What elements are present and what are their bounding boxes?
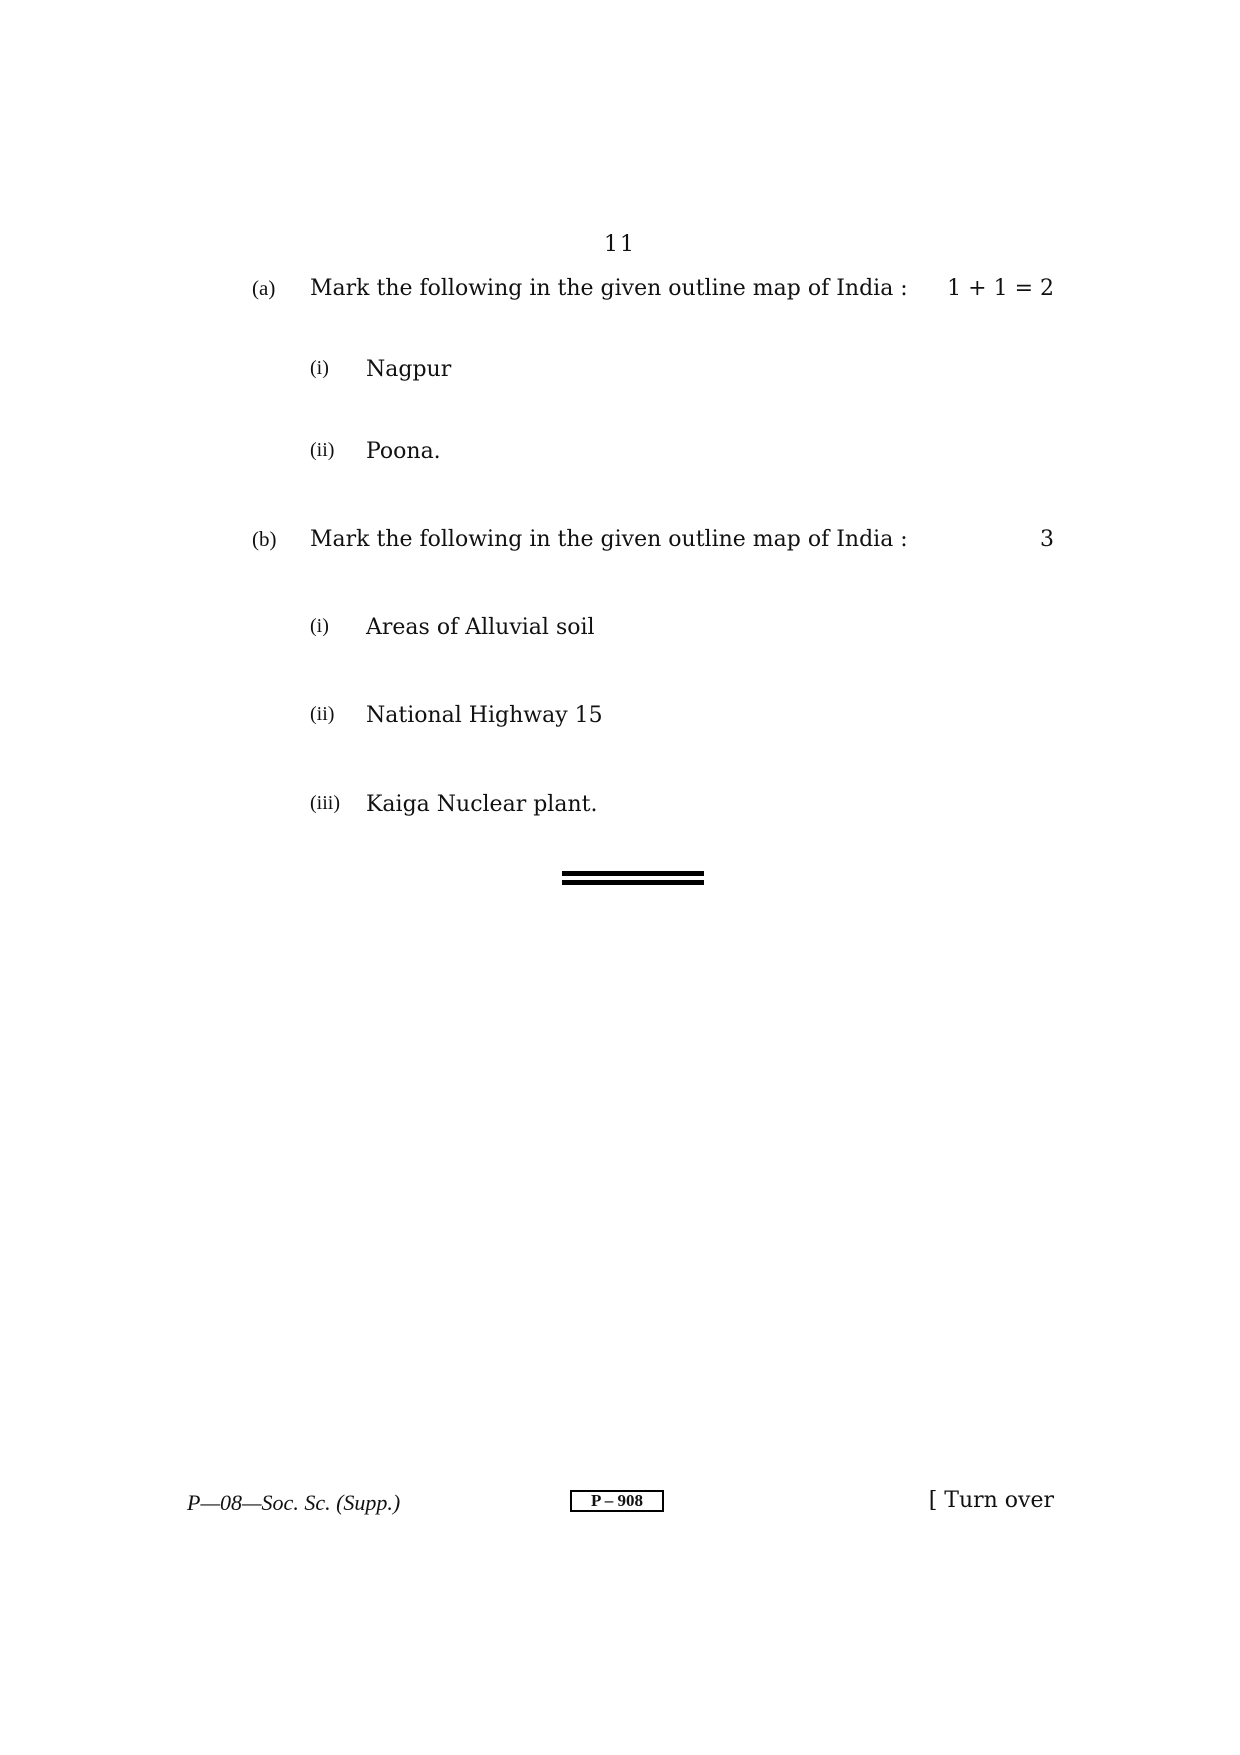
question-label: (a): [252, 276, 276, 300]
question-marks: 1 + 1 = 2: [947, 276, 1054, 301]
rule-line: [562, 880, 704, 885]
sub-item-label: (ii): [310, 703, 335, 725]
paper-code-box: P – 908: [570, 1490, 664, 1512]
sub-item-label: (ii): [310, 439, 335, 461]
question-label: (b): [252, 527, 277, 551]
sub-item-text: Nagpur: [366, 357, 452, 382]
page-number: 11: [604, 232, 636, 257]
sub-item-text: Poona.: [366, 439, 441, 464]
question-marks: 3: [1040, 527, 1054, 552]
sub-item-text: National Highway 15: [366, 703, 603, 728]
sub-item-label: (i): [310, 357, 329, 379]
paper-reference: P—08—Soc. Sc. (Supp.): [187, 1490, 401, 1515]
sub-item-text: Areas of Alluvial soil: [366, 615, 595, 640]
sub-item-label: (i): [310, 615, 329, 637]
sub-item-label: (iii): [310, 792, 340, 814]
turn-over-note: [ Turn over: [928, 1488, 1054, 1513]
question-text: Mark the following in the given outline map of India :: [310, 276, 908, 301]
rule-line: [562, 871, 704, 876]
question-text: Mark the following in the given outline map of India :: [310, 527, 908, 552]
sub-item-text: Kaiga Nuclear plant.: [366, 792, 598, 817]
